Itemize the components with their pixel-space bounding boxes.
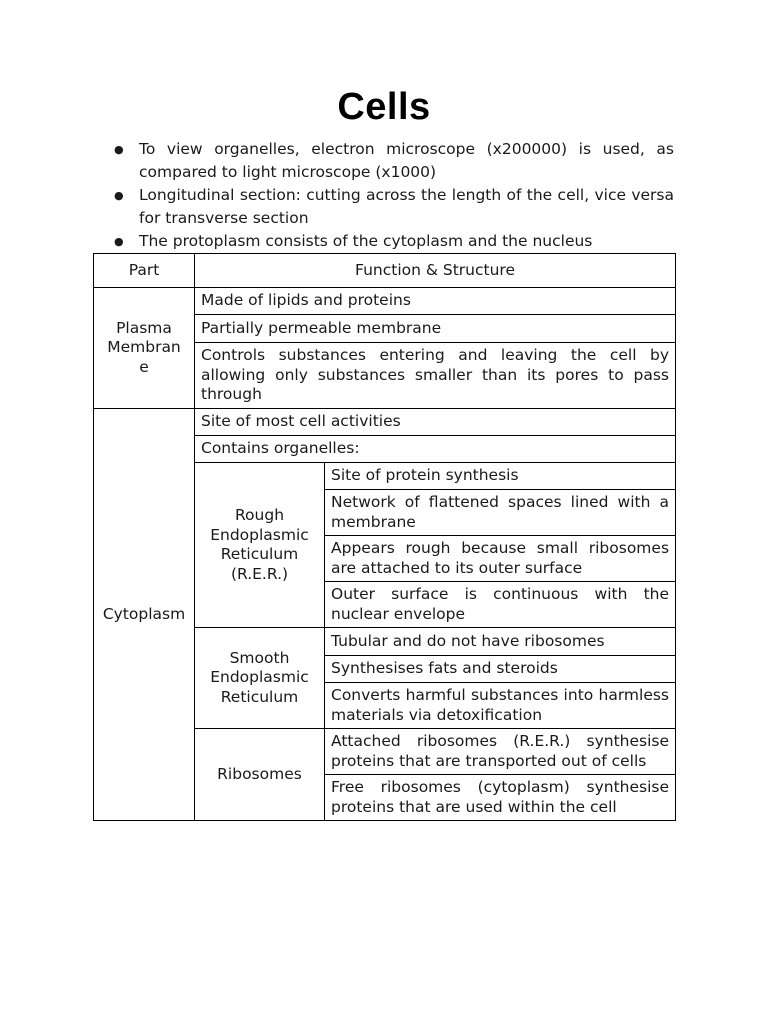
- table-cell: Made of lipids and proteins: [195, 288, 676, 315]
- organelle-ribosomes: Ribosomes: [195, 729, 325, 821]
- header-function-structure: Function & Structure: [195, 254, 676, 288]
- organelle-smooth-er: Smooth Endoplasmic Reticulum: [195, 628, 325, 729]
- table-cell: Attached ribosomes (R.E.R.) synthesise proteins that are transported out of cells: [325, 729, 676, 775]
- intro-bullet-list: [114, 138, 674, 253]
- table-cell: Controls substances entering and leaving the cell by allowing only substances smaller than its pores to pass through: [195, 343, 676, 409]
- organelle-rough-er: Rough Endoplasmic Reticulum (R.E.R.): [195, 463, 325, 628]
- table-cell: Outer surface is continuous with the nuclear envelope: [325, 582, 676, 628]
- table-cell: Appears rough because small ribosomes are attached to its outer surface: [325, 536, 676, 582]
- table-cell: Tubular and do not have ribosomes: [325, 628, 676, 656]
- header-part: Part: [94, 254, 195, 288]
- table-cell: Partially permeable membrane: [195, 315, 676, 343]
- part-cytoplasm: Cytoplasm: [94, 409, 195, 821]
- table-header-row: [94, 254, 676, 288]
- bullet-item: ● Longitudinal section: cutting across the length of the cell, vice versa for transverse section: [114, 184, 674, 230]
- cell-parts-table: [93, 253, 676, 821]
- table-cell: Contains organelles:: [195, 436, 676, 463]
- table-cell: Site of protein synthesis: [325, 463, 676, 490]
- bullet-item: ● The protoplasm consists of the cytoplasm and the nucleus: [114, 230, 674, 253]
- bullet-item: ● To view organelles, electron microscope (x200000) is used, as compared to light microscope (x1000): [114, 138, 674, 184]
- table-row: [94, 288, 676, 315]
- table-cell: Converts harmful substances into harmless materials via detoxification: [325, 683, 676, 729]
- table-cell: Free ribosomes (cytoplasm) synthesise proteins that are used within the cell: [325, 775, 676, 821]
- table-row: [94, 409, 676, 436]
- table-cell: Site of most cell activities: [195, 409, 676, 436]
- table-cell: Network of flattened spaces lined with a membrane: [325, 490, 676, 536]
- part-plasma-membrane: Plasma Membran e: [94, 288, 195, 409]
- page-title: Cells: [337, 86, 431, 128]
- table-cell: Synthesises fats and steroids: [325, 656, 676, 683]
